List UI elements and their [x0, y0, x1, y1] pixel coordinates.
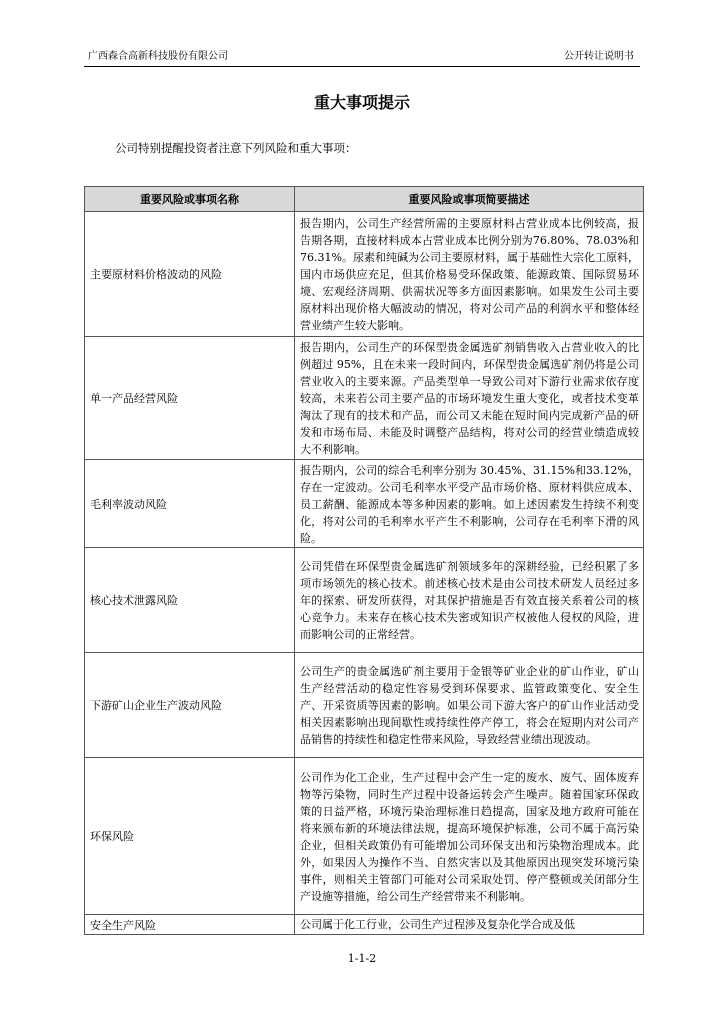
header-doc-type: 公开转让说明书 [564, 51, 634, 62]
risk-desc: 报告期内，公司生产经营所需的主要原材料占营业成本比例较高，报告期各期，直接材料成本占营业成本比例分别为76.80%、78.03%和 76.31%。尿素和纯碱为公司主要原材料，属于基础性大宗化工原料，国内市场供应充足，但其价格易受环保政策、能源政策、国际贸易环境、宏观经济周期、供需状况等多方面因素影响。如果发生公司主要原材料出现价格大幅波动的情况，将对公司产品的利润水平和整体经营业绩产生较大影响。 [295, 212, 644, 337]
risk-name: 核心技术泄露风险 [85, 548, 295, 653]
risk-desc: 公司属于化工行业，公司生产过程涉及复杂化学合成及低 [295, 915, 644, 935]
page-number: 1-1-2 [347, 952, 377, 965]
table-row [85, 337, 644, 460]
page-title: 重大事项提示 [313, 93, 410, 112]
risk-desc: 报告期内，公司生产的环保型贵金属选矿剂销售收入占营业收入的比例超过 95%，且在未来一段时间内，环保型贵金属选矿剂仍将是公司营业收入的主要来源。产品类型单一导致公司对下游行业需求依存度较高，未来若公司主要产品的市场环境发生重大变化，或者技术变革淘汰了现有的技术和产品，而公司又未能在短时间内完成新产品的研发和市场布局、未能及时调整产品结构，将对公司的经营业绩造成较大不利影响。 [295, 337, 644, 460]
table-row [85, 653, 644, 758]
risk-desc: 公司凭借在环保型贵金属选矿剂领域多年的深耕经验，已经积累了多项市场领先的核心技术。前述核心技术是由公司技术研发人员经过多年的探索、研发所获得，对其保护措施是否有效直接关系着公司的核心竞争力。未来存在核心技术失密或知识产权被他人侵权的风险，进而影响公司的正常经营。 [295, 548, 644, 653]
risk-name: 毛利率波动风险 [85, 460, 295, 548]
risk-desc: 公司生产的贵金属选矿剂主要用于金银等矿业企业的矿山作业，矿山生产经营活动的稳定性容易受到环保要求、监管政策变化、安全生产、开采资质等因素的影响。如果公司下游大客户的矿山作业活动受相关因素影响出现间歇性或持续性停产停工，将会在短期内对公司产品销售的持续性和稳定性带来风险，导致经营业绩出现波动。 [295, 653, 644, 758]
table-row [85, 548, 644, 653]
header-company: 广西森合高新科技股份有限公司 [88, 51, 228, 62]
header-risk-desc: 重要风险或事项简要描述 [295, 187, 644, 212]
table-row [85, 212, 644, 337]
table-row [85, 915, 644, 935]
risk-desc: 公司作为化工企业，生产过程中会产生一定的废水、废气、固体废弃物等污染物，同时生产过程中设备运转会产生噪声。随着国家环保政策的日益严格，环境污染治理标准日趋提高，国家及地方政府可能在将来颁布新的环境法律法规，提高环境保护标准，公司不属于高污染企业，但相关政策仍有可能增加公司环保支出和污染物治理成本。此外，如果因人为操作不当、自然灾害以及其他原因出现突发环境污染事件，则相关主管部门可能对公司采取处罚、停产整顿或关闭部分生产设施等措施，给公司生产经营带来不利影响。 [295, 758, 644, 915]
risk-desc: 报告期内，公司的综合毛利率分别为 30.45%、31.15%和33.12%，存在一定波动。公司毛利率水平受产品市场价格、原材料供应成本、员工薪酬、能源成本等多种因素的影响。如上述因素发生持续不利变化，将对公司的毛利率水平产生不利影响，公司存在毛利率下滑的风险。 [295, 460, 644, 548]
page-header [84, 50, 640, 67]
risk-name: 安全生产风险 [85, 915, 295, 935]
risk-name: 单一产品经营风险 [85, 337, 295, 460]
header-risk-name: 重要风险或事项名称 [85, 187, 295, 212]
table-row [85, 460, 644, 548]
table-row [85, 758, 644, 915]
risk-table [84, 186, 644, 935]
table-header-row [85, 187, 644, 212]
risk-name: 环保风险 [85, 758, 295, 915]
risk-name: 主要原材料价格波动的风险 [85, 212, 295, 337]
risk-name: 下游矿山企业生产波动风险 [85, 653, 295, 758]
intro-text: 公司特别提醒投资者注意下列风险和重大事项： [115, 141, 357, 155]
